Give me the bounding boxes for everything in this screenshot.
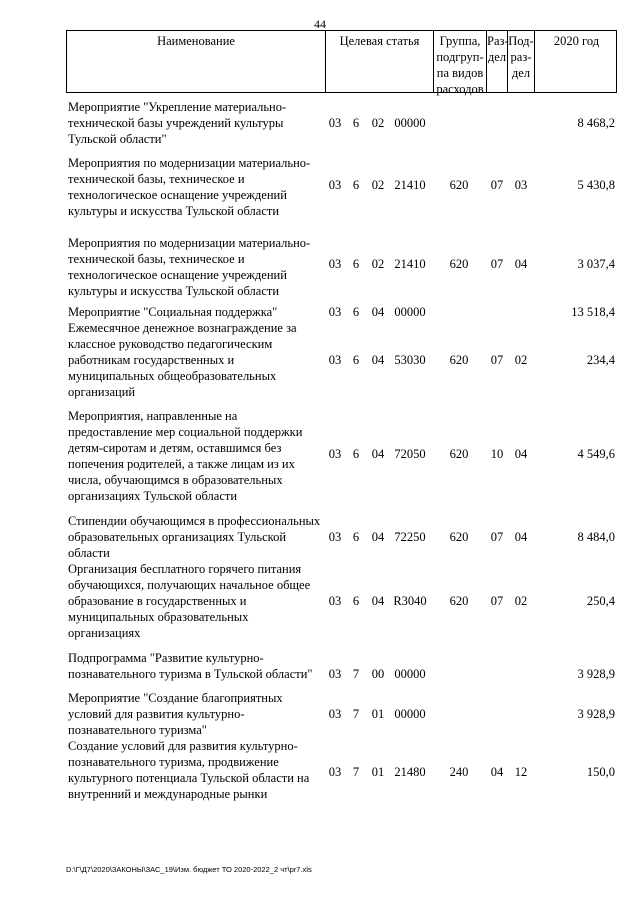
row-code-event: 04 xyxy=(371,594,385,608)
row-code-direction: 53030 xyxy=(394,353,426,367)
row-section: 07 xyxy=(490,178,504,192)
row-code-subprogram: 7 xyxy=(352,667,360,681)
row-section: 07 xyxy=(490,594,504,608)
row-code-subprogram: 6 xyxy=(352,116,360,130)
table-row xyxy=(66,235,617,299)
row-code-event: 04 xyxy=(371,447,385,461)
row-code-program: 03 xyxy=(328,447,342,461)
row-subsection: 02 xyxy=(514,594,528,608)
row-code-event: 04 xyxy=(371,353,385,367)
row-name: Подпрограмма "Развитие культурно-познавательного туризма в Тульской области" xyxy=(68,651,313,681)
row-code-direction: 21410 xyxy=(394,257,426,271)
row-code-direction: 00000 xyxy=(394,116,426,130)
row-amount: 8 468,2 xyxy=(577,116,615,130)
row-amount: 8 484,0 xyxy=(577,530,615,544)
table-row xyxy=(66,738,617,802)
row-name: Мероприятия, направленные на предоставление мер социальной поддержки детям-сиротам и детям, оставшимся без попечения родителей, а также лицам из их числа, обучающимся в образовательных организациях Тульской области xyxy=(68,409,303,503)
row-code-subprogram: 6 xyxy=(352,305,360,319)
file-path-footer: D:\Г\Д7\2020\ЗАКОНЫ\ЗАС_19\Изм. бюджет ТО 2020-2022_2 чт\pr7.xls xyxy=(66,865,312,874)
row-code-program: 03 xyxy=(328,305,342,319)
row-amount: 250,4 xyxy=(586,594,615,608)
row-amount: 3 037,4 xyxy=(577,257,615,271)
row-code-event: 04 xyxy=(371,530,385,544)
row-section: 07 xyxy=(490,257,504,271)
row-code-subprogram: 7 xyxy=(352,765,360,779)
row-subsection: 12 xyxy=(514,765,528,779)
table-row xyxy=(66,408,617,504)
row-code-direction: 21410 xyxy=(394,178,426,192)
row-code-event: 02 xyxy=(371,257,385,271)
row-code-program: 03 xyxy=(328,667,342,681)
row-group: 620 xyxy=(449,353,469,367)
row-code-direction: 21480 xyxy=(394,765,426,779)
row-section: 07 xyxy=(490,353,504,367)
header-section: Раз- дел xyxy=(487,31,508,92)
row-subsection: 04 xyxy=(514,530,528,544)
row-section: 10 xyxy=(490,447,504,461)
row-group: 620 xyxy=(449,447,469,461)
row-code-program: 03 xyxy=(328,530,342,544)
row-amount: 5 430,8 xyxy=(577,178,615,192)
header-expense-group: Группа, подгруп- па видов расходов xyxy=(434,31,487,92)
header-target-article: Целевая статья xyxy=(326,31,434,92)
table-row xyxy=(66,155,617,219)
row-group: 240 xyxy=(449,765,469,779)
row-amount: 4 549,6 xyxy=(577,447,615,461)
row-code-subprogram: 6 xyxy=(352,353,360,367)
table-row xyxy=(66,99,617,147)
row-code-subprogram: 6 xyxy=(352,257,360,271)
row-group: 620 xyxy=(449,178,469,192)
row-group: 620 xyxy=(449,257,469,271)
row-subsection: 04 xyxy=(514,447,528,461)
row-name: Ежемесячное денежное вознаграждение за классное руководство педагогическим работникам государственных и муниципальных общеобразовательных организаций xyxy=(68,321,297,399)
row-group: 620 xyxy=(449,594,469,608)
row-code-event: 01 xyxy=(371,707,385,721)
row-code-subprogram: 6 xyxy=(352,530,360,544)
table-header xyxy=(66,30,617,96)
row-name: Мероприятия по модернизации материально-технической базы, техническое и технологическое оснащение учреждений культуры и искусства Тульской области xyxy=(68,236,311,298)
table-row xyxy=(66,513,617,561)
row-code-subprogram: 6 xyxy=(352,447,360,461)
row-amount: 150,0 xyxy=(586,765,615,779)
row-code-direction: R3040 xyxy=(393,594,427,608)
row-subsection: 04 xyxy=(514,257,528,271)
row-code-direction: 00000 xyxy=(394,305,426,319)
row-amount: 3 928,9 xyxy=(577,707,615,721)
page-number: 44 xyxy=(314,17,326,31)
row-code-program: 03 xyxy=(328,116,342,130)
header-subsection: Под- раз- дел xyxy=(508,31,535,92)
row-code-event: 04 xyxy=(371,305,385,319)
row-code-direction: 72050 xyxy=(394,447,426,461)
row-code-event: 02 xyxy=(371,178,385,192)
row-code-direction: 72250 xyxy=(394,530,426,544)
row-code-direction: 00000 xyxy=(394,667,426,681)
table-row xyxy=(66,690,617,738)
header-year: 2020 год xyxy=(553,34,600,48)
row-code-program: 03 xyxy=(328,707,342,721)
table-row xyxy=(66,561,617,641)
row-name: Создание условий для развития культурно-познавательного туризма, продвижение культурного потенциала Тульской области на внутренний и международные рынки xyxy=(68,739,310,801)
table-row xyxy=(66,320,617,400)
row-name: Организация бесплатного горячего питания обучающихся, получающих начальное общее образование в государственных и муниципальных образовательных организациях xyxy=(68,562,311,640)
row-name: Стипендии обучающимся в профессиональных образовательных организациях Тульской области xyxy=(68,514,321,560)
row-code-event: 00 xyxy=(371,667,385,681)
row-amount: 234,4 xyxy=(586,353,615,367)
row-amount: 3 928,9 xyxy=(577,667,615,681)
row-code-subprogram: 7 xyxy=(352,707,360,721)
table-row xyxy=(66,650,617,682)
row-name: Мероприятие "Укрепление материально-технической базы учреждений культуры Тульской области" xyxy=(68,100,287,146)
row-name: Мероприятие "Социальная поддержка" xyxy=(68,305,278,319)
row-code-event: 01 xyxy=(371,765,385,779)
row-code-direction: 00000 xyxy=(394,707,426,721)
row-code-program: 03 xyxy=(328,257,342,271)
row-amount: 13 518,4 xyxy=(571,305,615,319)
row-code-program: 03 xyxy=(328,178,342,192)
row-code-program: 03 xyxy=(328,353,342,367)
header-name: Наименование xyxy=(67,31,326,92)
row-name: Мероприятия по модернизации материально-технической базы, техническое и технологическое оснащение учреждений культуры и искусства Тульской области xyxy=(68,156,311,218)
row-code-subprogram: 6 xyxy=(352,178,360,192)
row-section: 07 xyxy=(490,530,504,544)
table-row xyxy=(66,304,617,320)
row-subsection: 03 xyxy=(514,178,528,192)
row-code-event: 02 xyxy=(371,116,385,130)
row-code-program: 03 xyxy=(328,765,342,779)
row-name: Мероприятие "Создание благоприятных условий для развития культурно-познавательного туризма" xyxy=(68,691,283,737)
row-code-subprogram: 6 xyxy=(352,594,360,608)
row-code-program: 03 xyxy=(328,594,342,608)
row-group: 620 xyxy=(449,530,469,544)
row-section: 04 xyxy=(490,765,504,779)
row-subsection: 02 xyxy=(514,353,528,367)
